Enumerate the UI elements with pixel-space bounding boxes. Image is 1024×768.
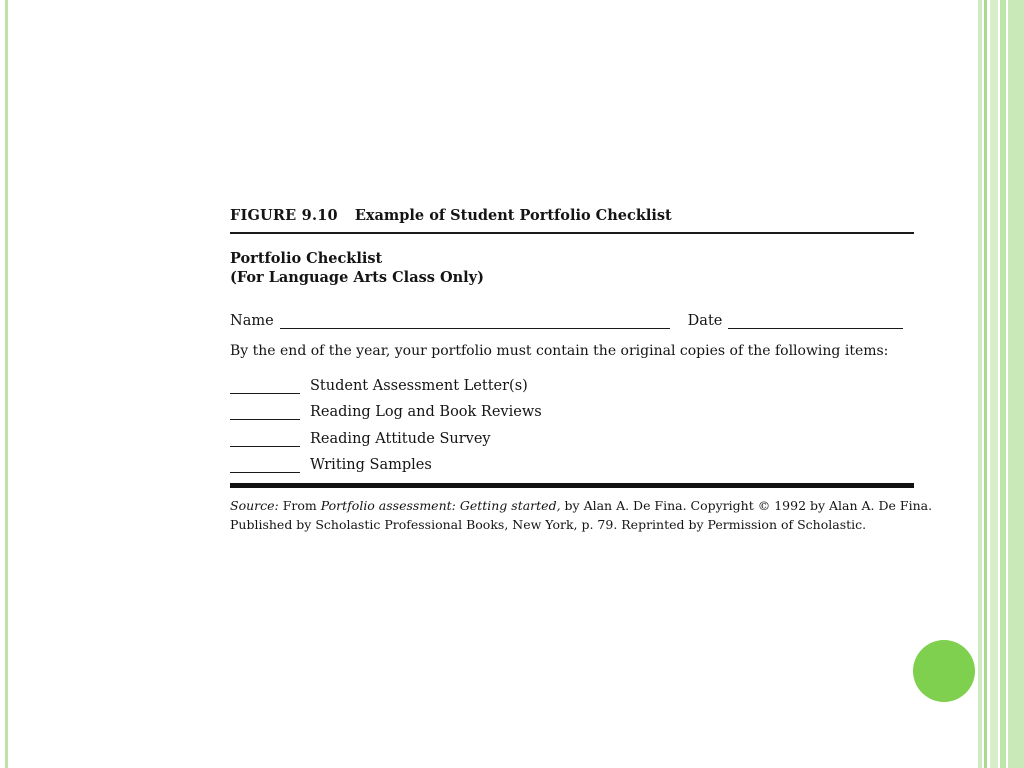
checklist-item-label: Reading Log and Book Reviews (310, 404, 542, 420)
source-work-title: Portfolio assessment: Getting started, (320, 498, 561, 513)
name-label: Name (230, 313, 274, 329)
source-line-2: Published by Scholastic Professional Books, New York, p. 79. Reprinted by Permission of Scholastic. (230, 517, 867, 532)
name-date-row (230, 307, 914, 329)
source-prefix: From (282, 498, 317, 513)
date-blank-line (728, 314, 903, 329)
source-citation (230, 496, 933, 534)
checklist-heading (230, 249, 914, 287)
checklist-item-label: Writing Samples (310, 457, 432, 473)
source-line-1 (230, 496, 933, 515)
check-blank-line (230, 432, 300, 447)
left-border (0, 0, 12, 768)
checklist-title: Portfolio Checklist (230, 250, 383, 267)
checklist-item (230, 394, 914, 421)
figure-caption (230, 205, 914, 227)
checklist-item-label: Reading Attitude Survey (310, 430, 491, 447)
bottom-rule (230, 483, 914, 488)
instructions-text: By the end of the year, your portfolio must contain the original copies of the following items: (230, 343, 889, 359)
check-blank-line (230, 405, 300, 420)
checklist-subtitle: (For Language Arts Class Only) (230, 269, 484, 286)
checklist-item (230, 420, 914, 447)
top-rule (230, 232, 914, 234)
right-decorative-stripes (978, 0, 1024, 768)
checklist-item-label: Student Assessment Letter(s) (310, 377, 528, 394)
green-circle-decoration (913, 640, 975, 702)
checklist-item (230, 367, 914, 394)
source-credit: by Alan A. De Fina. Copyright © 1992 by Alan A. De Fina. (564, 498, 933, 513)
check-blank-line (230, 379, 300, 394)
figure-number: FIGURE 9.10 (230, 207, 338, 224)
checklist-item (230, 447, 914, 474)
scanned-figure (230, 205, 933, 534)
date-label: Date (687, 313, 723, 329)
figure-title: Example of Student Portfolio Checklist (354, 207, 672, 224)
name-blank-line (280, 314, 670, 329)
checklist-items (230, 367, 914, 473)
source-label: Source: (230, 498, 279, 513)
check-blank-line (230, 458, 300, 473)
